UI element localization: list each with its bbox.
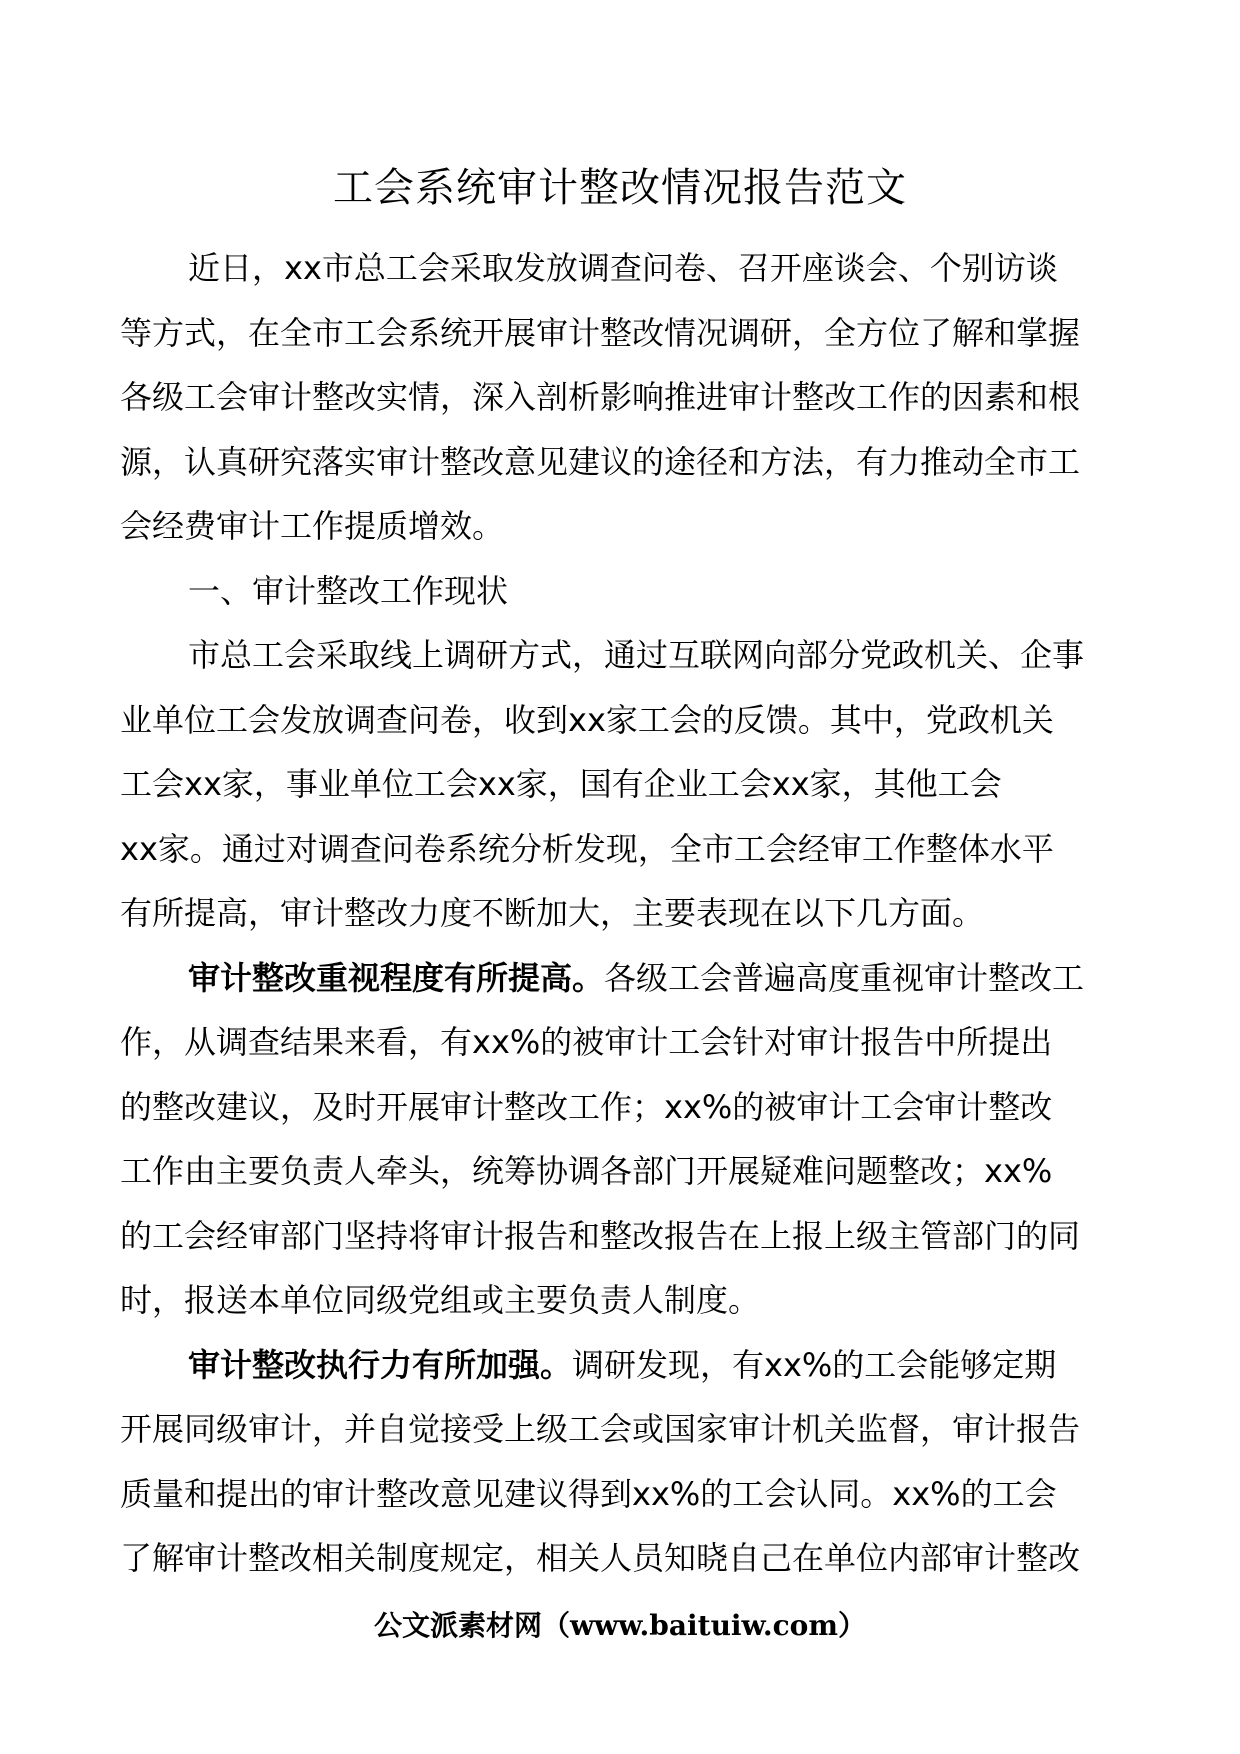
paragraph-line: 的工会经审部门坚持将审计报告和整改报告在上报上级主管部门的同 (120, 1216, 1081, 1255)
paragraph-line: 有所提高，审计整改力度不断加大，主要表现在以下几方面。 (120, 894, 985, 932)
paragraph-line: 等方式，在全市工会系统开展审计整改情况调研，全方位了解和掌握 (120, 313, 1081, 352)
paragraph-line: 的整改建议，及时开展审计整改工作；xx%的被审计工会审计整改 (120, 1087, 1053, 1126)
paragraph-line: 业单位工会发放调查问卷，收到xx家工会的反馈。其中，党政机关 (120, 700, 1054, 739)
paragraph-lead-bold: 审计整改执行力有所加强。 (188, 1345, 573, 1384)
paragraph-line: 各级工会审计整改实情，深入剖析影响推进审计整改工作的因素和根 (120, 378, 1081, 416)
paragraph-line (120, 1333, 1140, 1398)
page-title: 工会系统审计整改情况报告范文 (333, 165, 907, 211)
document-body (120, 236, 1140, 1591)
paragraph-line: 工作由主要负责人牵头，统筹协调各部门开展疑难问题整改；xx% (120, 1152, 1053, 1190)
paragraph-line: 市总工会采取线上调研方式，通过互联网向部分党政机关、企事 (188, 636, 1085, 674)
paragraph-text: 调研发现，有xx%的工会能够定期 (572, 1345, 1057, 1384)
section-heading: 一、审计整改工作现状 (188, 571, 509, 610)
paragraph-line: 工会xx家，事业单位工会xx家，国有企业工会xx家，其他工会 (120, 765, 1002, 803)
paragraph-line: 开展同级审计，并自觉接受上级工会或国家审计机关监督，审计报告 (120, 1410, 1081, 1448)
paragraph-line: 会经费审计工作提质增效。 (120, 507, 505, 545)
paragraph-line: 近日，xx市总工会采取发放调查问卷、召开座谈会、个别访谈 (188, 249, 1058, 287)
paragraph-text: 各级工会普遍高度重视审计整改工 (604, 958, 1085, 997)
paragraph-line: 作，从调查结果来看，有xx%的被审计工会针对审计报告中所提出 (120, 1023, 1053, 1061)
paragraph-line (120, 946, 1140, 1011)
paragraph-lead-bold: 审计整改重视程度有所提高。 (188, 958, 605, 997)
paragraph-line: 了解审计整改相关制度规定，相关人员知晓自己在单位内部审计整改 (120, 1539, 1081, 1577)
paragraph-line: 源，认真研究落实审计整改意见建议的途径和方法，有力推动全市工 (120, 442, 1081, 481)
footer-watermark-text: 公文派素材网（www.baituiw.com） (374, 1609, 866, 1642)
paragraph-line: 质量和提出的审计整改意见建议得到xx%的工会认同。xx%的工会 (120, 1474, 1057, 1513)
paragraph-line: xx家。通过对调查问卷系统分析发现，全市工会经审工作整体水平 (120, 829, 1054, 868)
paragraph-line: 时，报送本单位同级党组或主要负责人制度。 (120, 1281, 761, 1319)
